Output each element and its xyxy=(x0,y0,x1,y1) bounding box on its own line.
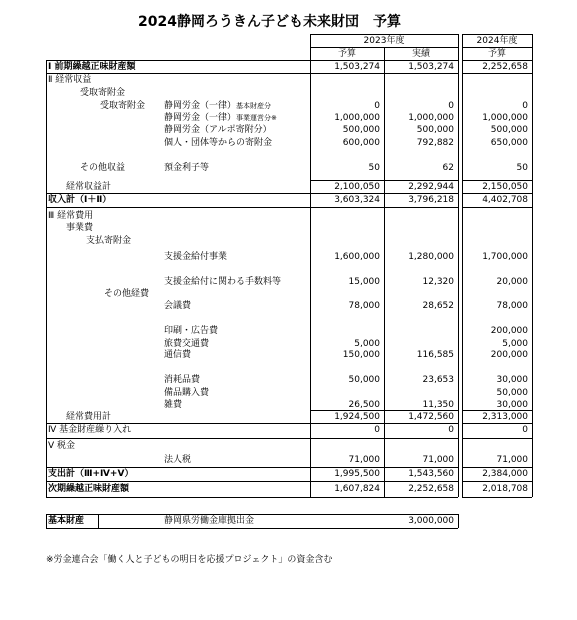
grant-project-actual-2023: 1,280,000 xyxy=(408,252,454,262)
expense-total-budget-2024: 2,384,000 xyxy=(482,469,528,479)
income-total-budget-2023: 3,603,324 xyxy=(334,195,380,205)
don4-actual-2023: 792,882 xyxy=(416,138,454,148)
don3-actual-2023: 500,000 xyxy=(416,125,454,135)
ordinary-expense-total-actual-2023: 1,472,560 xyxy=(408,412,454,422)
next-net-assets-budget-2023: 1,607,824 xyxy=(334,484,380,494)
income-total-budget-2024: 4,402,708 xyxy=(482,195,528,205)
header-fy2023: 2023年度 xyxy=(363,36,405,46)
footnote: ※労金連合会「働く人と子どもの明日を応援プロジェクト」の資金含む xyxy=(46,555,333,565)
income-total-actual-2023: 3,796,218 xyxy=(408,195,454,205)
corp-tax-budget-2023: 71,000 xyxy=(348,455,380,465)
grant-project-budget-2023: 1,600,000 xyxy=(334,252,380,262)
don2-actual-2023: 1,000,000 xyxy=(408,113,454,123)
expense-total-label: 支出計（Ⅲ+Ⅳ+Ⅴ） xyxy=(48,469,134,479)
prior-net-assets-budget-2023: 1,503,274 xyxy=(334,62,380,72)
travel-budget-2024: 5,000 xyxy=(502,339,528,349)
ordinary-income-total-actual-2023: 2,292,944 xyxy=(408,182,454,192)
misc-budget-2023: 26,500 xyxy=(348,400,380,410)
travel-budget-2023: 5,000 xyxy=(354,339,380,349)
ordinary-income-total-budget-2024: 2,150,050 xyxy=(482,182,528,192)
next-net-assets-label: 次期繰越正味財産額 xyxy=(48,484,130,494)
printing-budget-2024: 200,000 xyxy=(490,326,528,336)
ordinary-income-total-label: 経常収益計 xyxy=(66,182,112,192)
grant-fee-budget-2023: 15,000 xyxy=(348,277,380,287)
prior-net-assets-budget-2024: 2,252,658 xyxy=(482,62,528,72)
page-title: 2024静岡ろうきん子ども未来財団 予算 xyxy=(138,14,401,30)
don3-label: 静岡労金（アルポ寄附分） xyxy=(164,125,272,135)
section-ordinary-income: Ⅱ 経常収益 xyxy=(48,75,92,85)
consumables-budget-2023: 50,000 xyxy=(348,375,380,385)
expense-total-budget-2023: 1,995,500 xyxy=(334,469,380,479)
header-fy2024: 2024年度 xyxy=(476,36,518,46)
consumables-actual-2023: 23,653 xyxy=(422,375,454,385)
comm-label: 通信費 xyxy=(164,350,192,360)
printing-label: 印刷・広告費 xyxy=(164,326,219,336)
received-donations-label: 受取寄附金 xyxy=(80,88,126,98)
ordinary-expense-total-budget-2024: 2,313,000 xyxy=(482,412,528,422)
other-income-label: その他収益 xyxy=(80,163,126,173)
misc-budget-2024: 30,000 xyxy=(496,400,528,410)
interest-budget-2023: 50 xyxy=(368,163,380,173)
header-actual-2023: 実績 xyxy=(411,49,430,59)
meeting-budget-2024: 78,000 xyxy=(496,301,528,311)
interest-actual-2023: 62 xyxy=(442,163,454,173)
ordinary-expense-total-label: 経常費用計 xyxy=(66,412,112,422)
grant-project-budget-2024: 1,700,000 xyxy=(482,252,528,262)
interest-budget-2024: 50 xyxy=(516,163,528,173)
travel-label: 旅費交通費 xyxy=(164,339,210,349)
don1-budget-2023: 0 xyxy=(374,101,380,111)
corp-tax-actual-2023: 71,000 xyxy=(422,455,454,465)
meeting-budget-2023: 78,000 xyxy=(348,301,380,311)
don1-actual-2023: 0 xyxy=(448,101,454,111)
project-expense-label: 事業費 xyxy=(66,223,94,233)
don4-budget-2024: 650,000 xyxy=(490,138,528,148)
endowment-amount: 3,000,000 xyxy=(408,516,454,526)
consumables-budget-2024: 30,000 xyxy=(496,375,528,385)
misc-label: 雑費 xyxy=(164,400,183,410)
grant-fee-label: 支援金給付に関わる手数料等 xyxy=(164,277,282,287)
don4-label: 個人・団体等からの寄附金 xyxy=(164,138,273,148)
next-net-assets-actual-2023: 2,252,658 xyxy=(408,484,454,494)
equipment-budget-2024: 50,000 xyxy=(496,388,528,398)
endowment-transfer-actual-2023: 0 xyxy=(448,425,454,435)
next-net-assets-budget-2024: 2,018,708 xyxy=(482,484,528,494)
header-budget-2023: 予算 xyxy=(337,49,356,59)
other-expense-label: その他経費 xyxy=(104,289,150,299)
comm-budget-2024: 200,000 xyxy=(490,350,528,360)
comm-budget-2023: 150,000 xyxy=(342,350,380,360)
grant-fee-actual-2023: 12,320 xyxy=(422,277,454,287)
section-ordinary-expense: Ⅲ 経常費用 xyxy=(48,211,94,221)
expense-total-actual-2023: 1,543,560 xyxy=(408,469,454,479)
equipment-label: 備品購入費 xyxy=(164,388,210,398)
don1-budget-2024: 0 xyxy=(522,101,528,111)
don2-label: 静岡労金（一律）事業運営分※ xyxy=(164,113,277,123)
interest-label: 預金利子等 xyxy=(164,163,210,173)
meeting-label: 会議費 xyxy=(164,301,192,311)
misc-actual-2023: 11,350 xyxy=(422,400,454,410)
don2-budget-2023: 1,000,000 xyxy=(334,113,380,123)
ordinary-income-total-budget-2023: 2,100,050 xyxy=(334,182,380,192)
endowment-label: 基本財産 xyxy=(48,516,85,526)
don2-budget-2024: 1,000,000 xyxy=(482,113,528,123)
row-prior-net-assets-label: Ⅰ 前期繰越正味財産額 xyxy=(48,62,136,72)
endowment-transfer-label: Ⅳ 基金財産繰り入れ xyxy=(48,425,132,435)
grant-project-label: 支援金給付事業 xyxy=(164,252,228,262)
don3-budget-2024: 500,000 xyxy=(490,125,528,135)
corp-tax-budget-2024: 71,000 xyxy=(496,455,528,465)
section-tax: Ⅴ 税金 xyxy=(48,441,76,451)
endowment-transfer-budget-2024: 0 xyxy=(522,425,528,435)
don3-budget-2023: 500,000 xyxy=(342,125,380,135)
grant-fee-budget-2024: 20,000 xyxy=(496,277,528,287)
meeting-actual-2023: 28,652 xyxy=(422,301,454,311)
corp-tax-label: 法人税 xyxy=(164,455,192,465)
don1-label: 静岡労金（一律）基本財産分 xyxy=(164,101,272,111)
endowment-transfer-budget-2023: 0 xyxy=(374,425,380,435)
income-total-label: 収入計（Ⅰ＋Ⅱ） xyxy=(48,195,112,205)
header-budget-2024: 予算 xyxy=(487,49,506,59)
donations-paid-label: 支払寄附金 xyxy=(86,236,132,246)
comm-actual-2023: 116,585 xyxy=(416,350,454,360)
prior-net-assets-actual-2023: 1,503,274 xyxy=(408,62,454,72)
consumables-label: 消耗品費 xyxy=(164,375,201,385)
ordinary-expense-total-budget-2023: 1,924,500 xyxy=(334,412,380,422)
received-donations-sub-label: 受取寄附金 xyxy=(100,101,146,111)
don4-budget-2023: 600,000 xyxy=(342,138,380,148)
endowment-desc: 静岡県労働金庫拠出金 xyxy=(164,516,255,526)
